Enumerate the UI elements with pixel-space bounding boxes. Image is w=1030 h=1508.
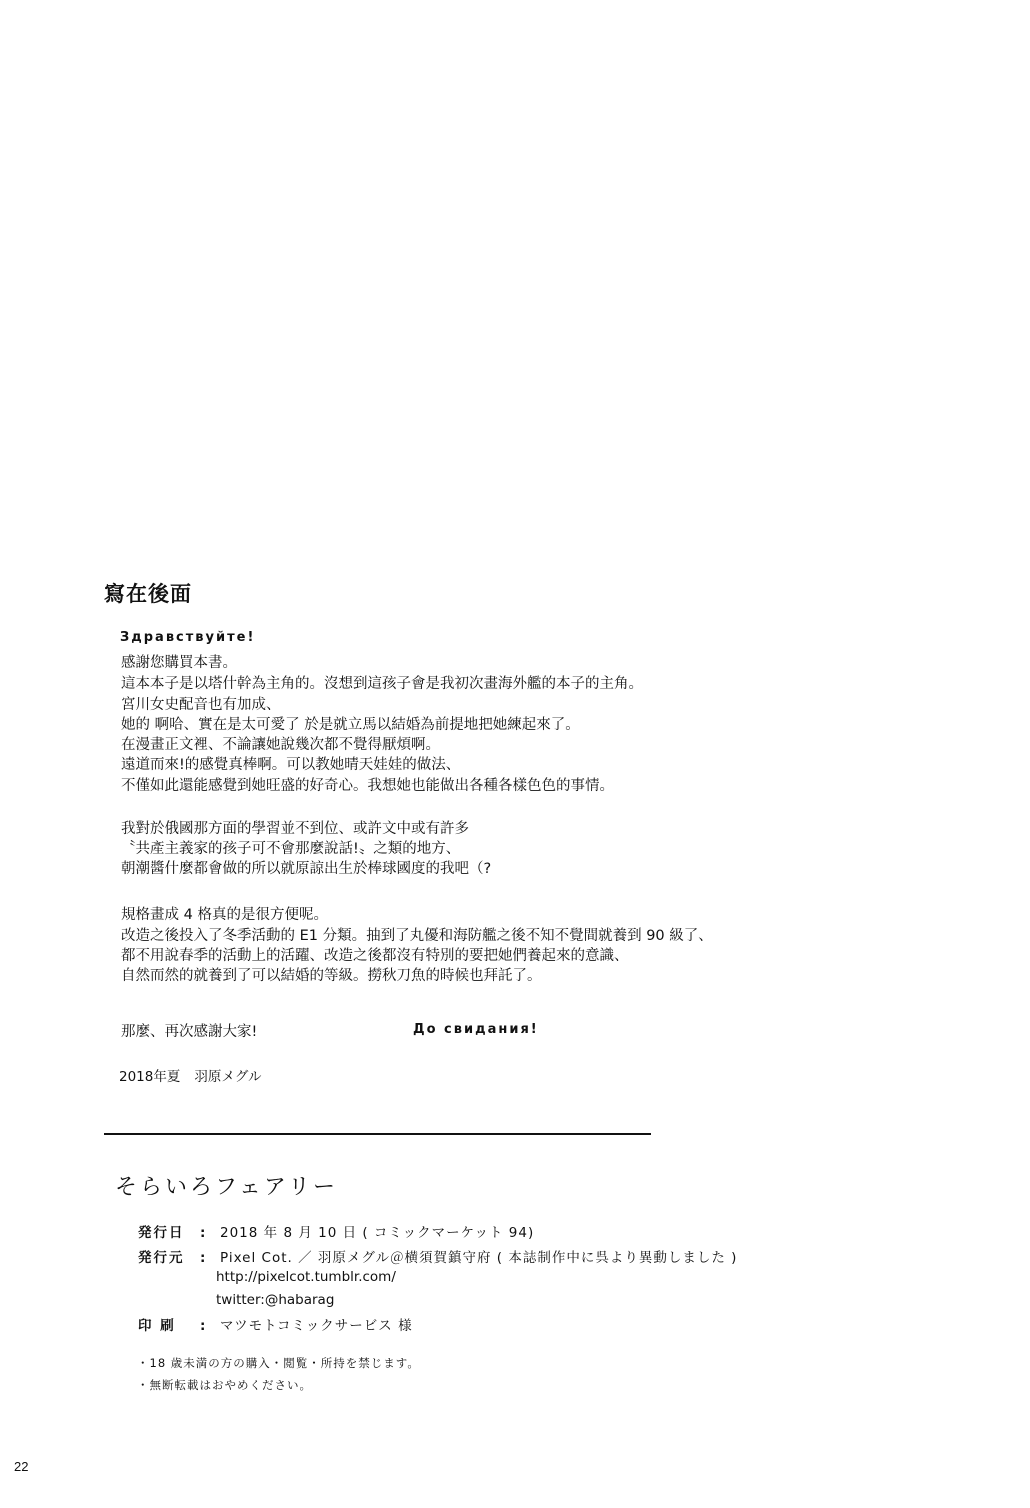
publisher-url: http://pixelcot.tumblr.com/ (216, 1269, 396, 1285)
colophon-date-row (138, 1221, 534, 1241)
afterword-line: 朝潮醬什麼都會做的所以就原諒出生於棒球國度的我吧（? (121, 861, 492, 877)
notice-no-reprint: ・無断転載はおやめください。 (137, 1378, 312, 1392)
publisher-twitter: twitter:@habarag (216, 1292, 335, 1308)
afterword-line: 在漫畫正文裡、不論讓她說幾次都不覺得厭煩啊。 (121, 737, 440, 753)
date-label: 発行日 (138, 1225, 185, 1241)
afterword-line: 規格畫成 4 格真的是很方便呢。 (121, 907, 328, 923)
signature-date: 2018年夏 (119, 1069, 181, 1085)
afterword-line: 她的 啊哈、實在是太可愛了 於是就立馬以結婚為前提地把她練起來了。 (121, 717, 580, 733)
afterword-line: 遠道而來!的感覺真棒啊。可以教她晴天娃娃的做法、 (121, 757, 461, 773)
notice-age-restriction: ・18 歳未満の方の購入・閲覧・所持を禁じます。 (137, 1356, 420, 1370)
publisher-colon: : (200, 1250, 207, 1266)
publisher-label: 発行元 (138, 1250, 185, 1266)
publisher-value: Pixel Cot. ／ 羽原メグル＠横須賀鎮守府 ( 本誌制作中に呉より異動しました ) (220, 1250, 738, 1266)
book-title: そらいろフェアリー (115, 1175, 339, 1200)
afterword-line: 不僅如此還能感覺到她旺盛的好奇心。我想她也能做出各種各樣色色的事情。 (121, 778, 614, 794)
printer-label: 印 刷 (138, 1318, 176, 1334)
farewell-text: 那麼、再次感謝大家! (121, 1024, 258, 1040)
afterword-title: 寫在後面 (104, 582, 192, 606)
colophon-publisher-row (138, 1246, 737, 1266)
printer-value: マツモトコミックサービス 様 (220, 1318, 413, 1334)
afterword-line: 〝共產主義家的孩子可不會那麼說話!〟之類的地方、 (121, 841, 461, 857)
afterword-line: 改造之後投入了冬季活動的 E1 分類。抽到了丸優和海防艦之後不知不覺間就養到 90 級了、 (121, 928, 713, 944)
divider (104, 1133, 651, 1135)
afterword-line: 我對於俄國那方面的學習並不到位、或許文中或有許多 (121, 821, 469, 837)
page-number: 22 (14, 1459, 29, 1474)
afterword-line: 都不用說春季的活動上的活躍、改造之後都沒有特別的要把她們養起來的意識、 (121, 948, 629, 964)
signature (119, 1065, 261, 1085)
date-value: 2018 年 8 月 10 日 ( コミックマーケット 94) (220, 1225, 535, 1241)
signature-author: 羽原メグル (194, 1069, 262, 1085)
greeting-russian: Здравствуйте! (120, 630, 256, 645)
date-colon: : (200, 1225, 207, 1241)
afterword-line: 感謝您購買本書。 (121, 655, 237, 671)
printer-colon: : (200, 1318, 207, 1334)
colophon-printer-row (138, 1314, 413, 1334)
afterword-line: 宮川女史配音也有加成、 (121, 697, 281, 713)
afterword-line: 自然而然的就養到了可以結婚的等級。撈秋刀魚的時候也拜託了。 (121, 968, 542, 984)
afterword-line: 這本本子是以塔什幹為主角的。沒想到這孩子會是我初次畫海外艦的本子的主角。 (121, 676, 643, 692)
farewell-russian: До свидания! (413, 1022, 539, 1037)
